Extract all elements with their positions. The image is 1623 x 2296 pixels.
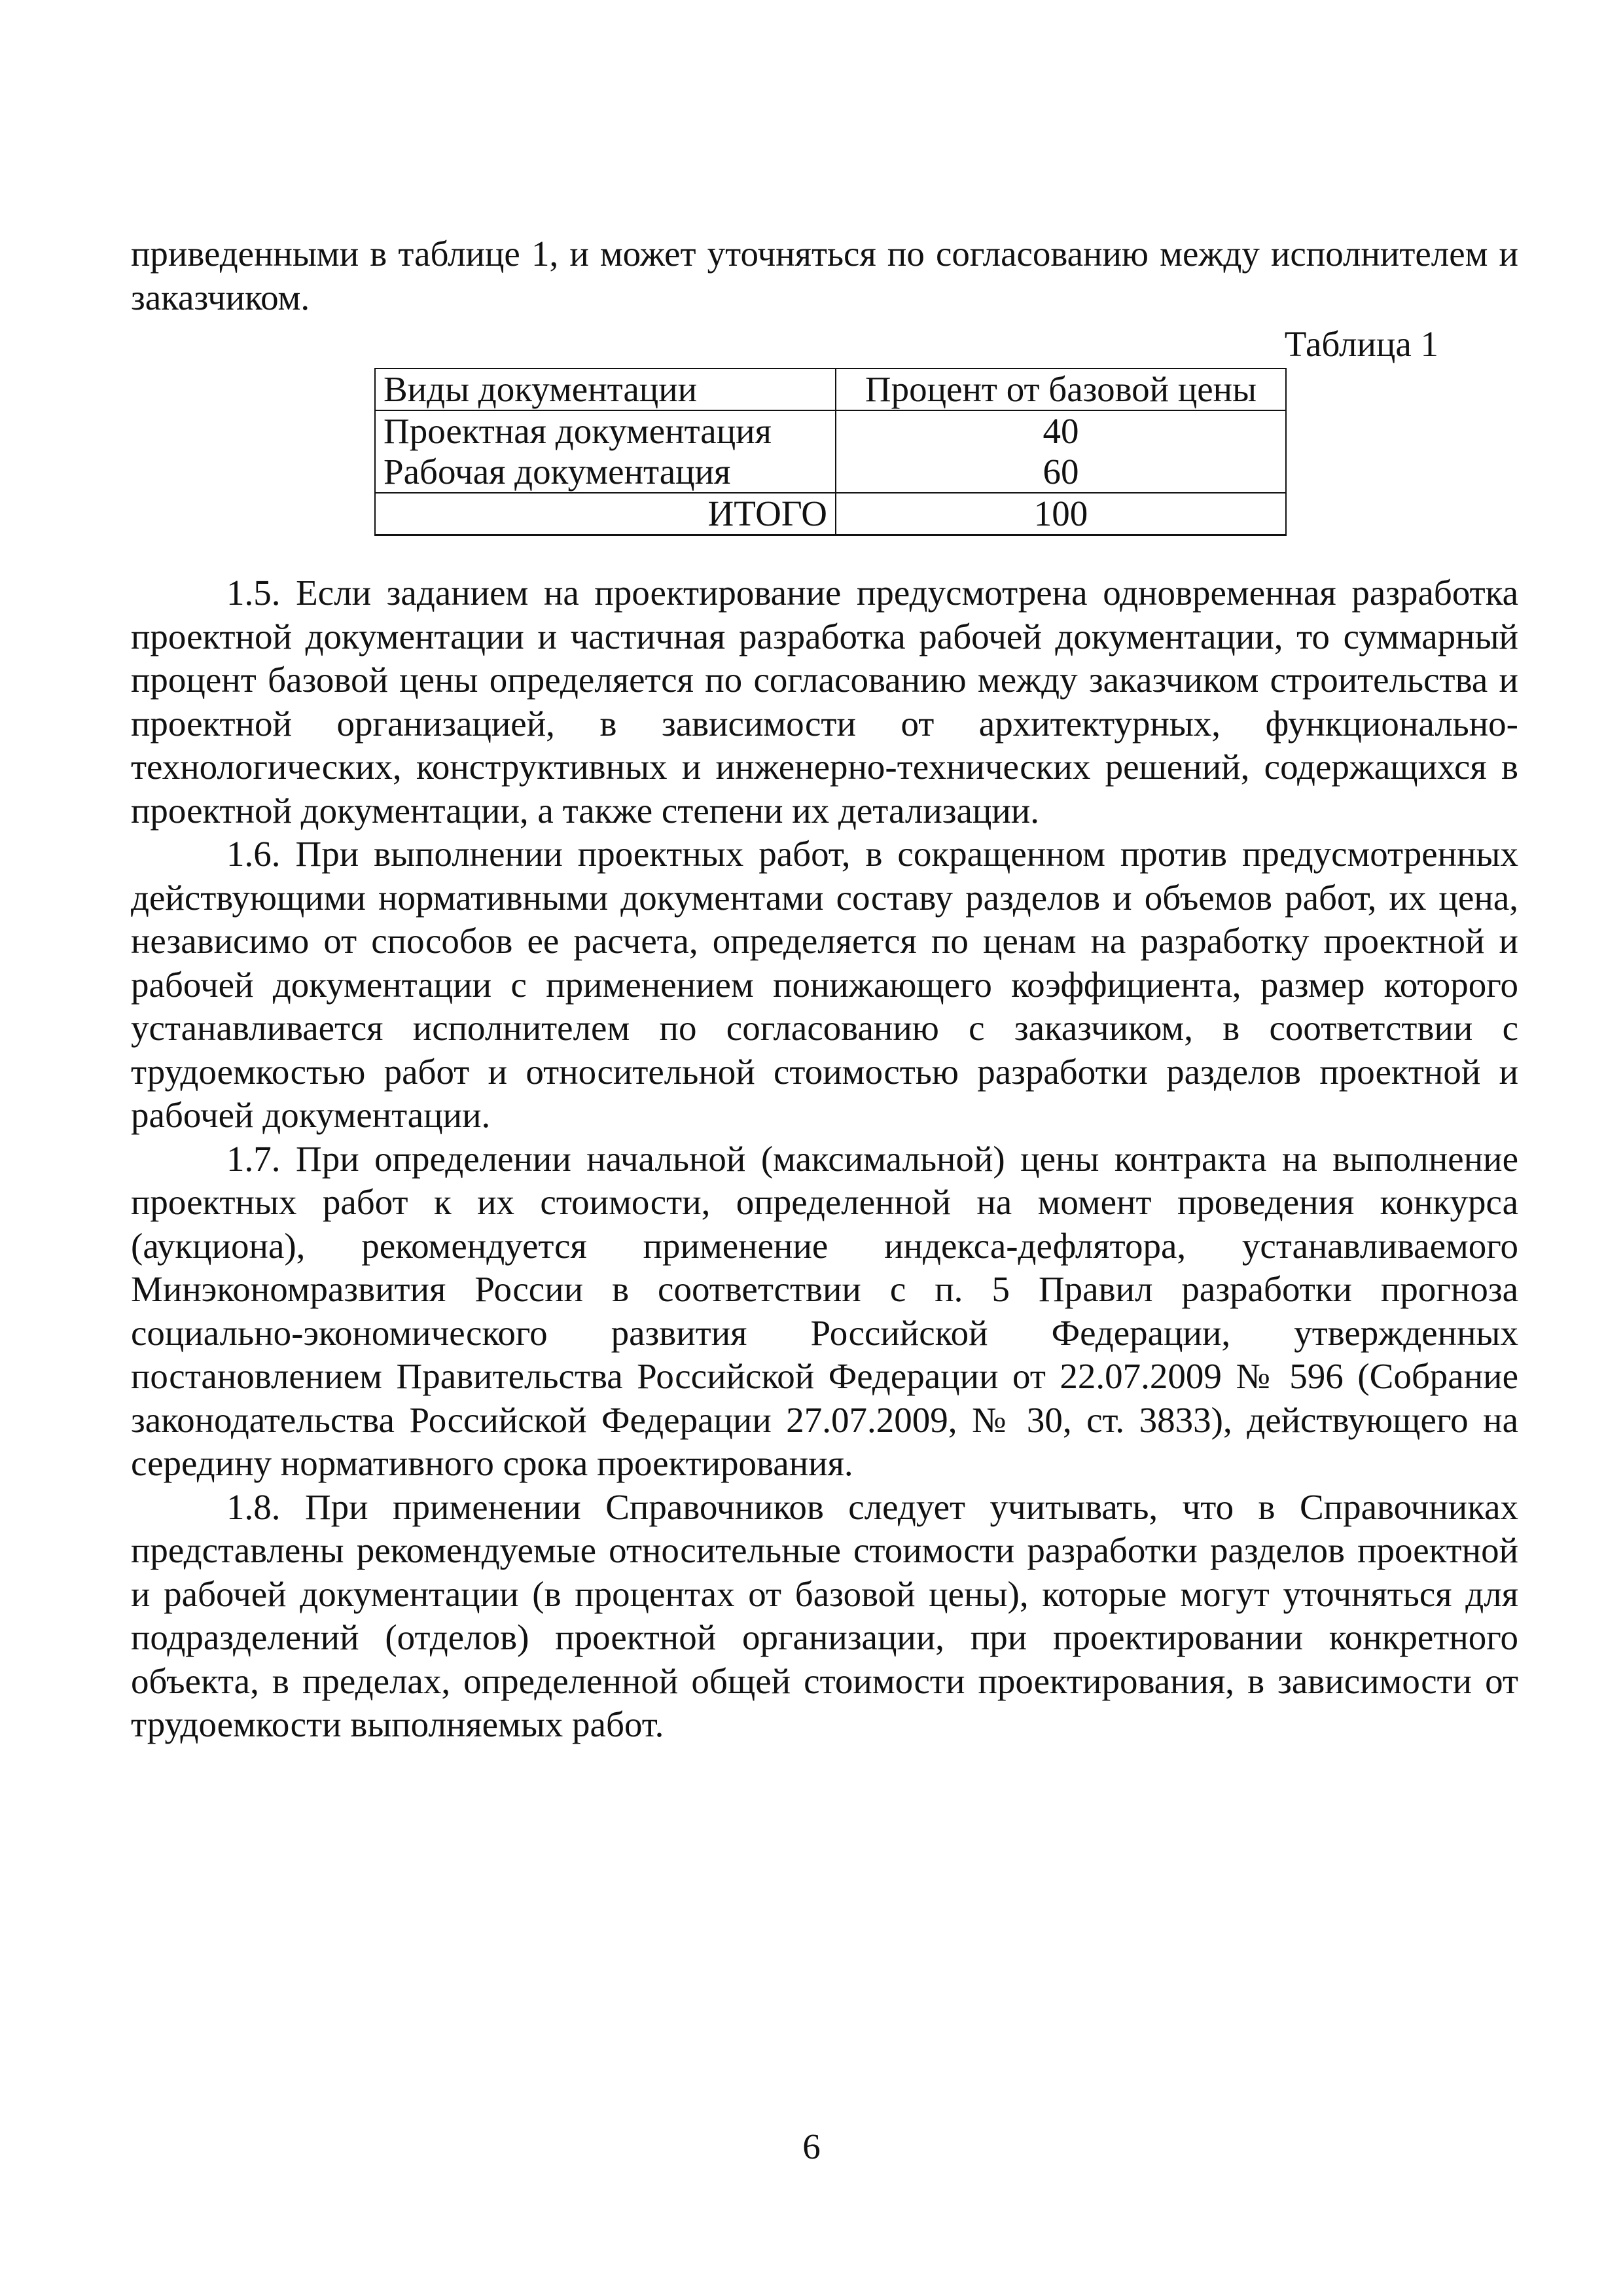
- table-header-type: Виды документации: [375, 368, 836, 410]
- paragraph-1-8: 1.8. При применении Справочников следует учитывать, что в Справочниках представлены рекомендуемые относительные стоимости разработки разделов проектной и рабочей документации (в процентах от базовой цены), которые могут уточняться для подразделений (отделов) проектной организации, при проектировании конкретного объекта, в пределах, определенной общей стоимости проектирования, в зависимости от трудоемкости выполняемых работ.: [131, 1486, 1518, 1744]
- table-row: [375, 410, 1286, 452]
- document-body: [131, 232, 1518, 1747]
- table-row: [375, 452, 1286, 493]
- table-total-label: ИТОГО: [375, 493, 836, 535]
- table-caption: Таблица 1: [1284, 324, 1438, 364]
- paragraph-1-6: 1.6. При выполнении проектных работ, в сокращенном против предусмотренных действующими нормативными документами составу разделов и объемов работ, их цена, независимо от способов ее расчета, определяется по ценам на разработку проектной и рабочей документации с применением понижающего коэффициента, размер которого устанавливается исполнителем по согласованию с заказчиком, в соответствии с трудоемкостью работ и относительной стоимостью разработки разделов проектной и рабочей документации.: [131, 834, 1518, 1135]
- table-cell-percent: 40: [836, 410, 1286, 452]
- table-header-row: [375, 368, 1286, 410]
- page-number: 6: [802, 2126, 821, 2166]
- table-cell-percent: 60: [836, 452, 1286, 493]
- table-cell-type: Рабочая документация: [375, 452, 836, 493]
- table-header-percent: Процент от базовой цены: [836, 368, 1286, 410]
- documentation-table: [374, 368, 1287, 536]
- intro-paragraph: приведенными в таблице 1, и может уточняться по согласованию между исполнителем и заказчиком.: [131, 234, 1518, 317]
- paragraph-1-7: 1.7. При определении начальной (максимальной) цены контракта на выполнение проектных работ к их стоимости, определенной на момент проведения конкурса (аукциона), рекомендуется применение индекса-дефлятора, устанавливаемого Минэкономразвития России в соответствии с п. 5 Правил разработки прогноза социально-экономического развития Российской Федерации, утвержденных постановлением Правительства Российской Федерации от 22.07.2009 № 596 (Собрание законодательства Российской Федерации 27.07.2009, № 30, ст. 3833), действующего на середину нормативного срока проектирования.: [131, 1138, 1518, 1483]
- table-total-value: 100: [836, 493, 1286, 535]
- table-total-row: [375, 493, 1286, 535]
- table-cell-type: Проектная документация: [375, 410, 836, 452]
- paragraph-1-5: 1.5. Если заданием на проектирование предусмотрена одновременная разработка проектной документации и частичная разработка рабочей документации, то суммарный процент базовой цены определяется по согласованию между заказчиком строительства и проектной организацией, в зависимости от архитектурных, функционально-технологических, конструктивных и инженерно-технических решений, содержащихся в проектной документации, а также степени их детализации.: [131, 573, 1518, 831]
